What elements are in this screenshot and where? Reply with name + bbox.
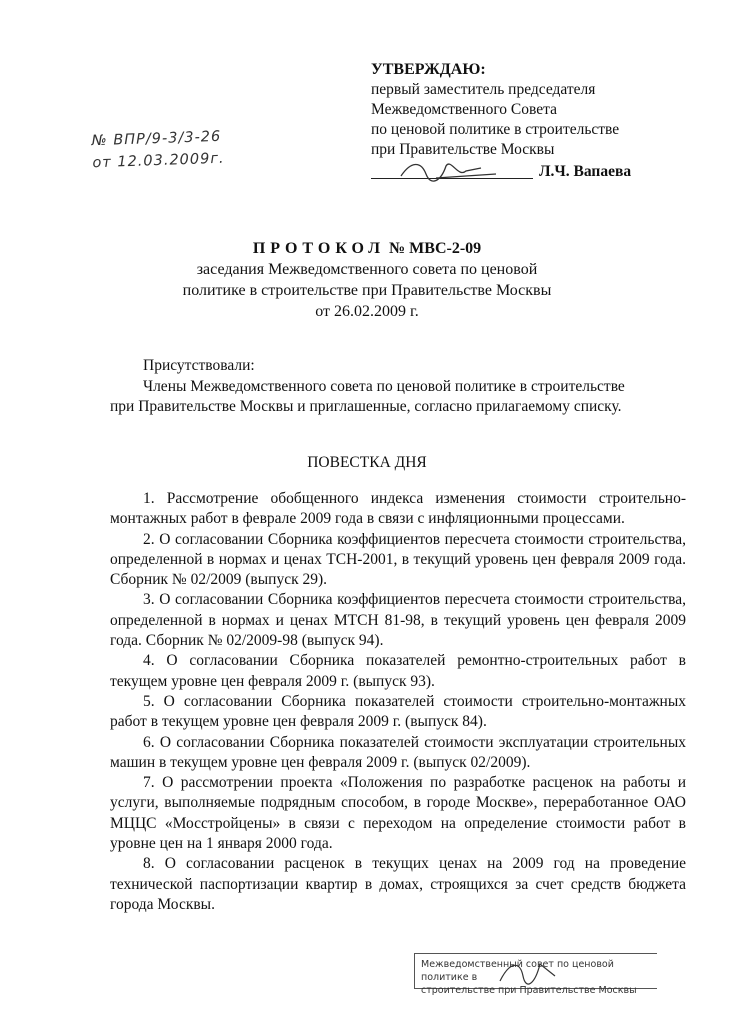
registration-number: № ВПР/9-3/3-26	[91, 128, 222, 150]
present-text-first: Члены Межведомственного совета по ценовой политике в строительстве	[143, 377, 625, 395]
present-text-second: при Правительстве Москвы и приглашенные, согласно прилагаемому списку.	[110, 398, 622, 415]
agenda-item: 6. О согласовании Сборника показателей стоимости эксплуатации строительных машин в текущем уровне цен февраля 2009 г. (выпуск 02/2009).	[110, 733, 686, 771]
agenda-item: 2. О согласовании Сборника коэффициентов пересчета стоимости строительства, определенной в нормах и ценах ТСН-2001, в текущий уровень цен февраля 2009 года. Сборник № 02/2009 (выпуск 29).	[110, 530, 686, 589]
signer-name: Л.Ч. Вапаева	[539, 163, 632, 180]
approval-line: первый заместитель председателя	[371, 81, 596, 98]
protocol-line: заседания Межведомственного совета по ценовой	[196, 261, 538, 278]
approval-line: по ценовой политике в строительстве	[371, 121, 620, 138]
agenda-item: 4. О согласовании Сборника показателей ремонтно-строительных работ в текущем уровне цен февраля 2009 г. (выпуск 93).	[110, 652, 686, 690]
agenda-item: 3. О согласовании Сборника коэффициентов пересчета стоимости строительства, определенной в нормах и ценах МТСН 81-98, в текущий уровень цен февраля 2009 года. Сборник № 02/2009-98 (выпуск 94).	[110, 591, 686, 650]
stamp-signature	[495, 956, 565, 986]
present-section	[110, 356, 690, 418]
registration-date: от 12.03.2009г.	[92, 150, 225, 172]
protocol-line: политике в строительстве при Правительстве Москвы	[182, 282, 552, 299]
approval-title: УТВЕРЖДАЮ:	[371, 61, 486, 78]
present-label: Присутствовали:	[143, 357, 255, 374]
approval-line: Межведомственного Совета	[371, 101, 557, 118]
agenda-title: ПОВЕСТКА ДНЯ	[307, 454, 427, 471]
stamp-line: Межведомственный совет по ценовой политике в	[421, 959, 614, 983]
handwritten-signature	[396, 156, 506, 186]
protocol-header	[0, 238, 734, 322]
protocol-date: от 26.02.2009 г.	[315, 303, 419, 320]
office-stamp	[414, 953, 657, 996]
approval-line: при Правительстве Москвы	[371, 141, 555, 158]
agenda-list	[110, 489, 686, 915]
agenda-item: 1. Рассмотрение обобщенного индекса изменения стоимости строительно-монтажных работ в феврале 2009 года в связи с инфляционными процессами.	[110, 490, 686, 528]
signature-line	[371, 162, 701, 184]
agenda-item: 8. О согласовании расценок в текущих ценах на 2009 год на проведение технической паспортизации квартир в домах, строящихся за счет средств бюджета города Москвы.	[110, 855, 686, 913]
protocol-number: № МВС-2-09	[389, 240, 482, 257]
agenda-item: 7. О рассмотрении проекта «Положения по разработке расценок на работы и услуги, выполняемые подрядным способом, в городе Москве», переработанное ОАО МЦЦС «Мосстройцены» в связи с переходом на определение стоимости работ в уровне цен на 1 января 2000 года.	[110, 774, 686, 853]
registration-note	[91, 126, 225, 175]
protocol-title	[0, 238, 734, 259]
approval-block	[371, 60, 701, 184]
stamp-line: строительстве при Правительстве Москвы	[421, 985, 637, 996]
agenda-item: 5. О согласовании Сборника показателей стоимости строительно-монтажных работ в текущем уровне цен февраля 2009 г. (выпуск 84).	[110, 692, 686, 731]
protocol-word: ПРОТОКОЛ	[252, 240, 386, 257]
